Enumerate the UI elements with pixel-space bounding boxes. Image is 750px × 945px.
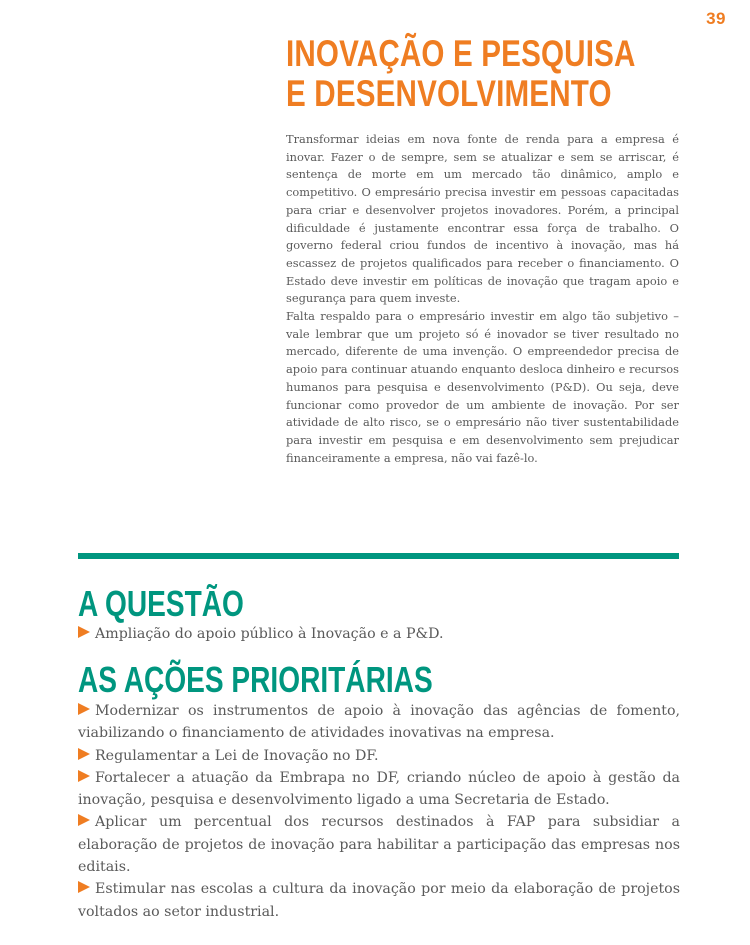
intro-paragraph-1: Transformar ideias em nova fonte de renda para a empresa é inovar. Fazer o de sempre, sem se atualizar e sem se arriscar, é sentença de morte em um mercado tão dinâmico, amplo e competitivo. O empresário precisa investir em pessoas capacitadas para criar e desenvolver projetos inovadores. Porém, a principal dificuldade é justamente encontrar essa força de trabalho. O governo federal criou fundos de incentivo à inovação, mas há escassez de projetos qualificados para receber o financiamento. O Estado deve investir em políticas de inovação que tragam apoio e segurança para quem investe. xyxy=(286,132,679,306)
acoes-item-text: Aplicar um percentual dos recursos destinados à FAP para subsidiar a elaboração de projetos de inovação para habilitar a participação das empresas nos editais. xyxy=(78,814,680,876)
acoes-item xyxy=(78,878,680,923)
orange-triangle-bullet-icon xyxy=(78,814,90,826)
acoes-item xyxy=(78,745,680,767)
orange-triangle-bullet-icon xyxy=(78,703,90,715)
acoes-item-text: Modernizar os instrumentos de apoio à inovação das agências de fomento, viabilizando o financiamento de atividades inovativas na empresa. xyxy=(78,703,680,742)
acoes-item xyxy=(78,767,680,812)
questao-list xyxy=(78,623,680,645)
questao-item-text: Ampliação do apoio público à Inovação e a P&D. xyxy=(95,626,444,642)
intro-paragraph-2: Falta respaldo para o empresário investir em algo tão subjetivo – vale lembrar que um projeto só é inovador se tiver resultado no mercado, diferente de uma invenção. O empreendedor precisa de apoio para continuar atuando enquanto desloca dinheiro e recursos humanos para pesquisa e desenvolvimento (P&D). Ou seja, deve funcionar como provedor de um ambiente de inovação. Por ser atividade de alto risco, se o empresário não tiver sustentabilidade para investir em pesquisa e em desenvolvimento sem prejudicar financeiramente a empresa, não vai fazê-lo. xyxy=(286,309,679,465)
orange-triangle-bullet-icon xyxy=(78,626,90,638)
section-divider xyxy=(78,553,679,559)
orange-triangle-bullet-icon xyxy=(78,881,90,893)
page-title-line-1: INOVAÇÃO E PESQUISA xyxy=(286,33,636,74)
acoes-item xyxy=(78,700,680,745)
page-title xyxy=(286,34,636,114)
page-number: 39 xyxy=(706,9,726,28)
acoes-heading: AS AÇÕES PRIORITÁRIAS xyxy=(78,659,433,700)
acoes-item-text: Estimular nas escolas a cultura da inovação por meio da elaboração de projetos voltados ao setor industrial. xyxy=(78,881,680,920)
questao-item xyxy=(78,623,680,645)
page-title-line-2: E DESENVOLVIMENTO xyxy=(286,73,612,114)
acoes-item-text: Regulamentar a Lei de Inovação no DF. xyxy=(95,747,379,764)
acoes-item-text: Fortalecer a atuação da Embrapa no DF, criando núcleo de apoio à gestão da inovação, pesquisa e desenvolvimento ligado a uma Secretaria de Estado. xyxy=(78,769,680,809)
intro-text xyxy=(286,131,679,467)
questao-heading: A QUESTÃO xyxy=(78,583,244,624)
orange-triangle-bullet-icon xyxy=(78,748,90,760)
acoes-list xyxy=(78,700,680,923)
orange-triangle-bullet-icon xyxy=(78,770,90,782)
acoes-item xyxy=(78,811,680,878)
